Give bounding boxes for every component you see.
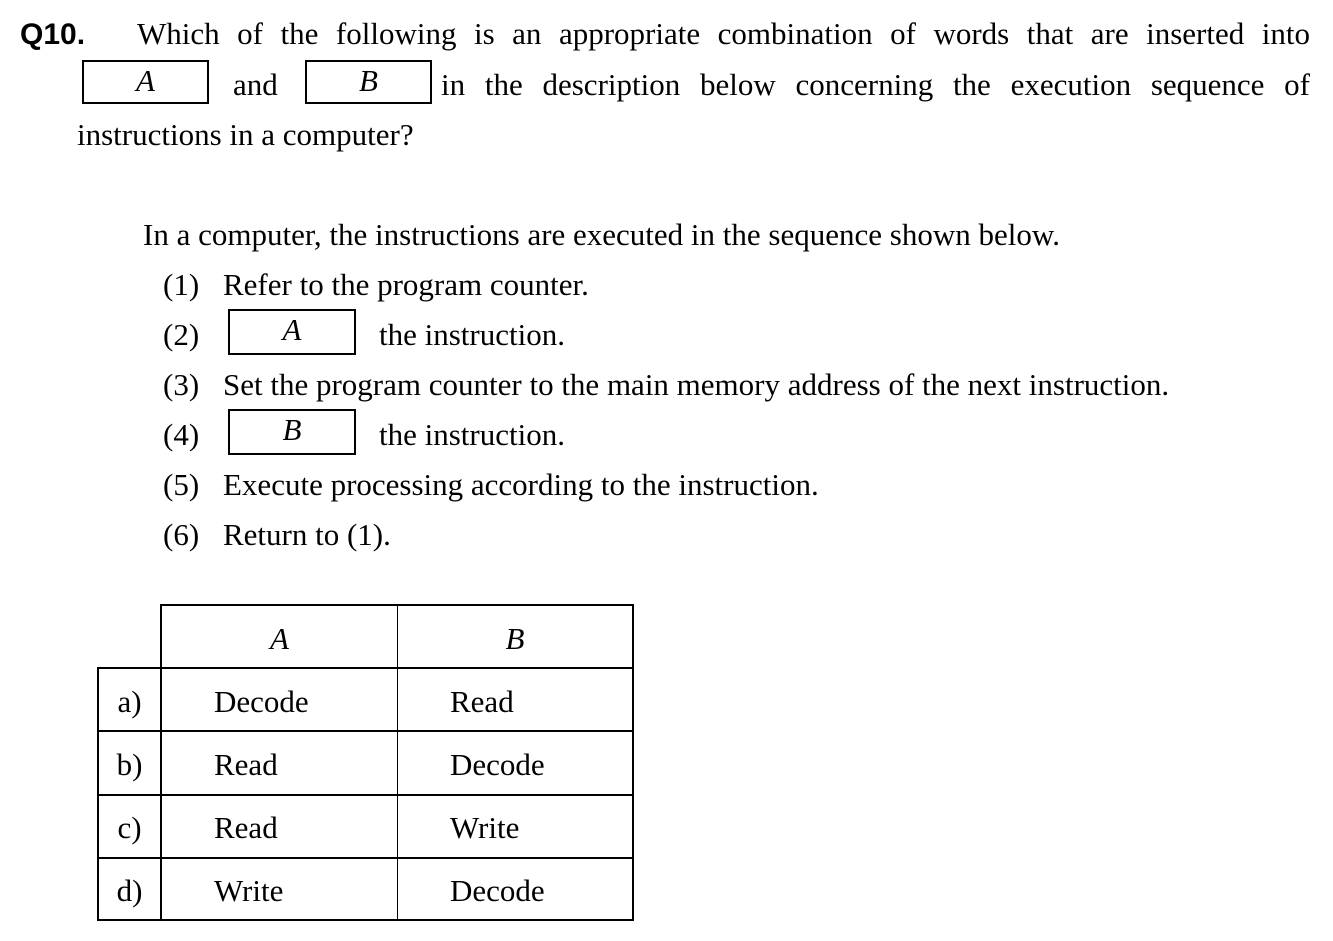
- step-1-number: (1): [163, 267, 200, 302]
- table-border-row-c: [97, 857, 634, 859]
- table-cell-a: Decode: [214, 684, 309, 719]
- step-4-text: the instruction.: [379, 417, 565, 452]
- table-cell-b: Write: [450, 810, 520, 845]
- table-cell-a: Read: [214, 747, 278, 782]
- question-line-1: Which of the following is an appropriate combination of words that are inserted into: [137, 16, 1310, 51]
- table-row-label: c): [117, 810, 142, 845]
- table-border-bottom: [97, 919, 634, 921]
- step-5-text: Execute processing according to the instruction.: [223, 467, 819, 502]
- step-4-blank-b: B: [228, 409, 356, 455]
- table-border-header: [97, 667, 634, 669]
- table-cell-b: Decode: [450, 873, 545, 908]
- table-cell-a: Read: [214, 810, 278, 845]
- table-border-right: [632, 604, 634, 921]
- table-row-label: d): [116, 873, 143, 908]
- step-6-number: (6): [163, 517, 200, 552]
- table-row-label: b): [116, 747, 143, 782]
- step-5-number: (5): [163, 467, 200, 502]
- table-cell-b: Read: [450, 684, 514, 719]
- question-number: Q10.: [20, 18, 86, 51]
- step-2-text: the instruction.: [379, 317, 565, 352]
- table-border-row-a: [97, 730, 634, 732]
- step-1-text: Refer to the program counter.: [223, 267, 589, 302]
- step-2-blank-a: A: [228, 309, 356, 355]
- description-intro: In a computer, the instructions are executed in the sequence shown below.: [143, 217, 1060, 252]
- question-blank-a: A: [82, 60, 209, 104]
- table-header-a: A: [270, 621, 289, 656]
- table-header-b: B: [505, 621, 525, 656]
- table-row-label: a): [117, 684, 142, 719]
- table-cell-b: Decode: [450, 747, 545, 782]
- step-3-text: Set the program counter to the main memory address of the next instruction.: [223, 367, 1170, 402]
- question-and-word: and: [233, 67, 278, 102]
- step-4-number: (4): [163, 417, 200, 452]
- table-cell-a: Write: [214, 873, 284, 908]
- step-6-text: Return to (1).: [223, 517, 391, 552]
- question-blank-b: B: [305, 60, 432, 104]
- step-3-number: (3): [163, 367, 200, 402]
- table-border-row-b: [97, 794, 634, 796]
- question-line-2: in the description below concerning the execution sequence of: [441, 67, 1310, 102]
- step-2-number: (2): [163, 317, 200, 352]
- question-line-3: instructions in a computer?: [77, 117, 414, 152]
